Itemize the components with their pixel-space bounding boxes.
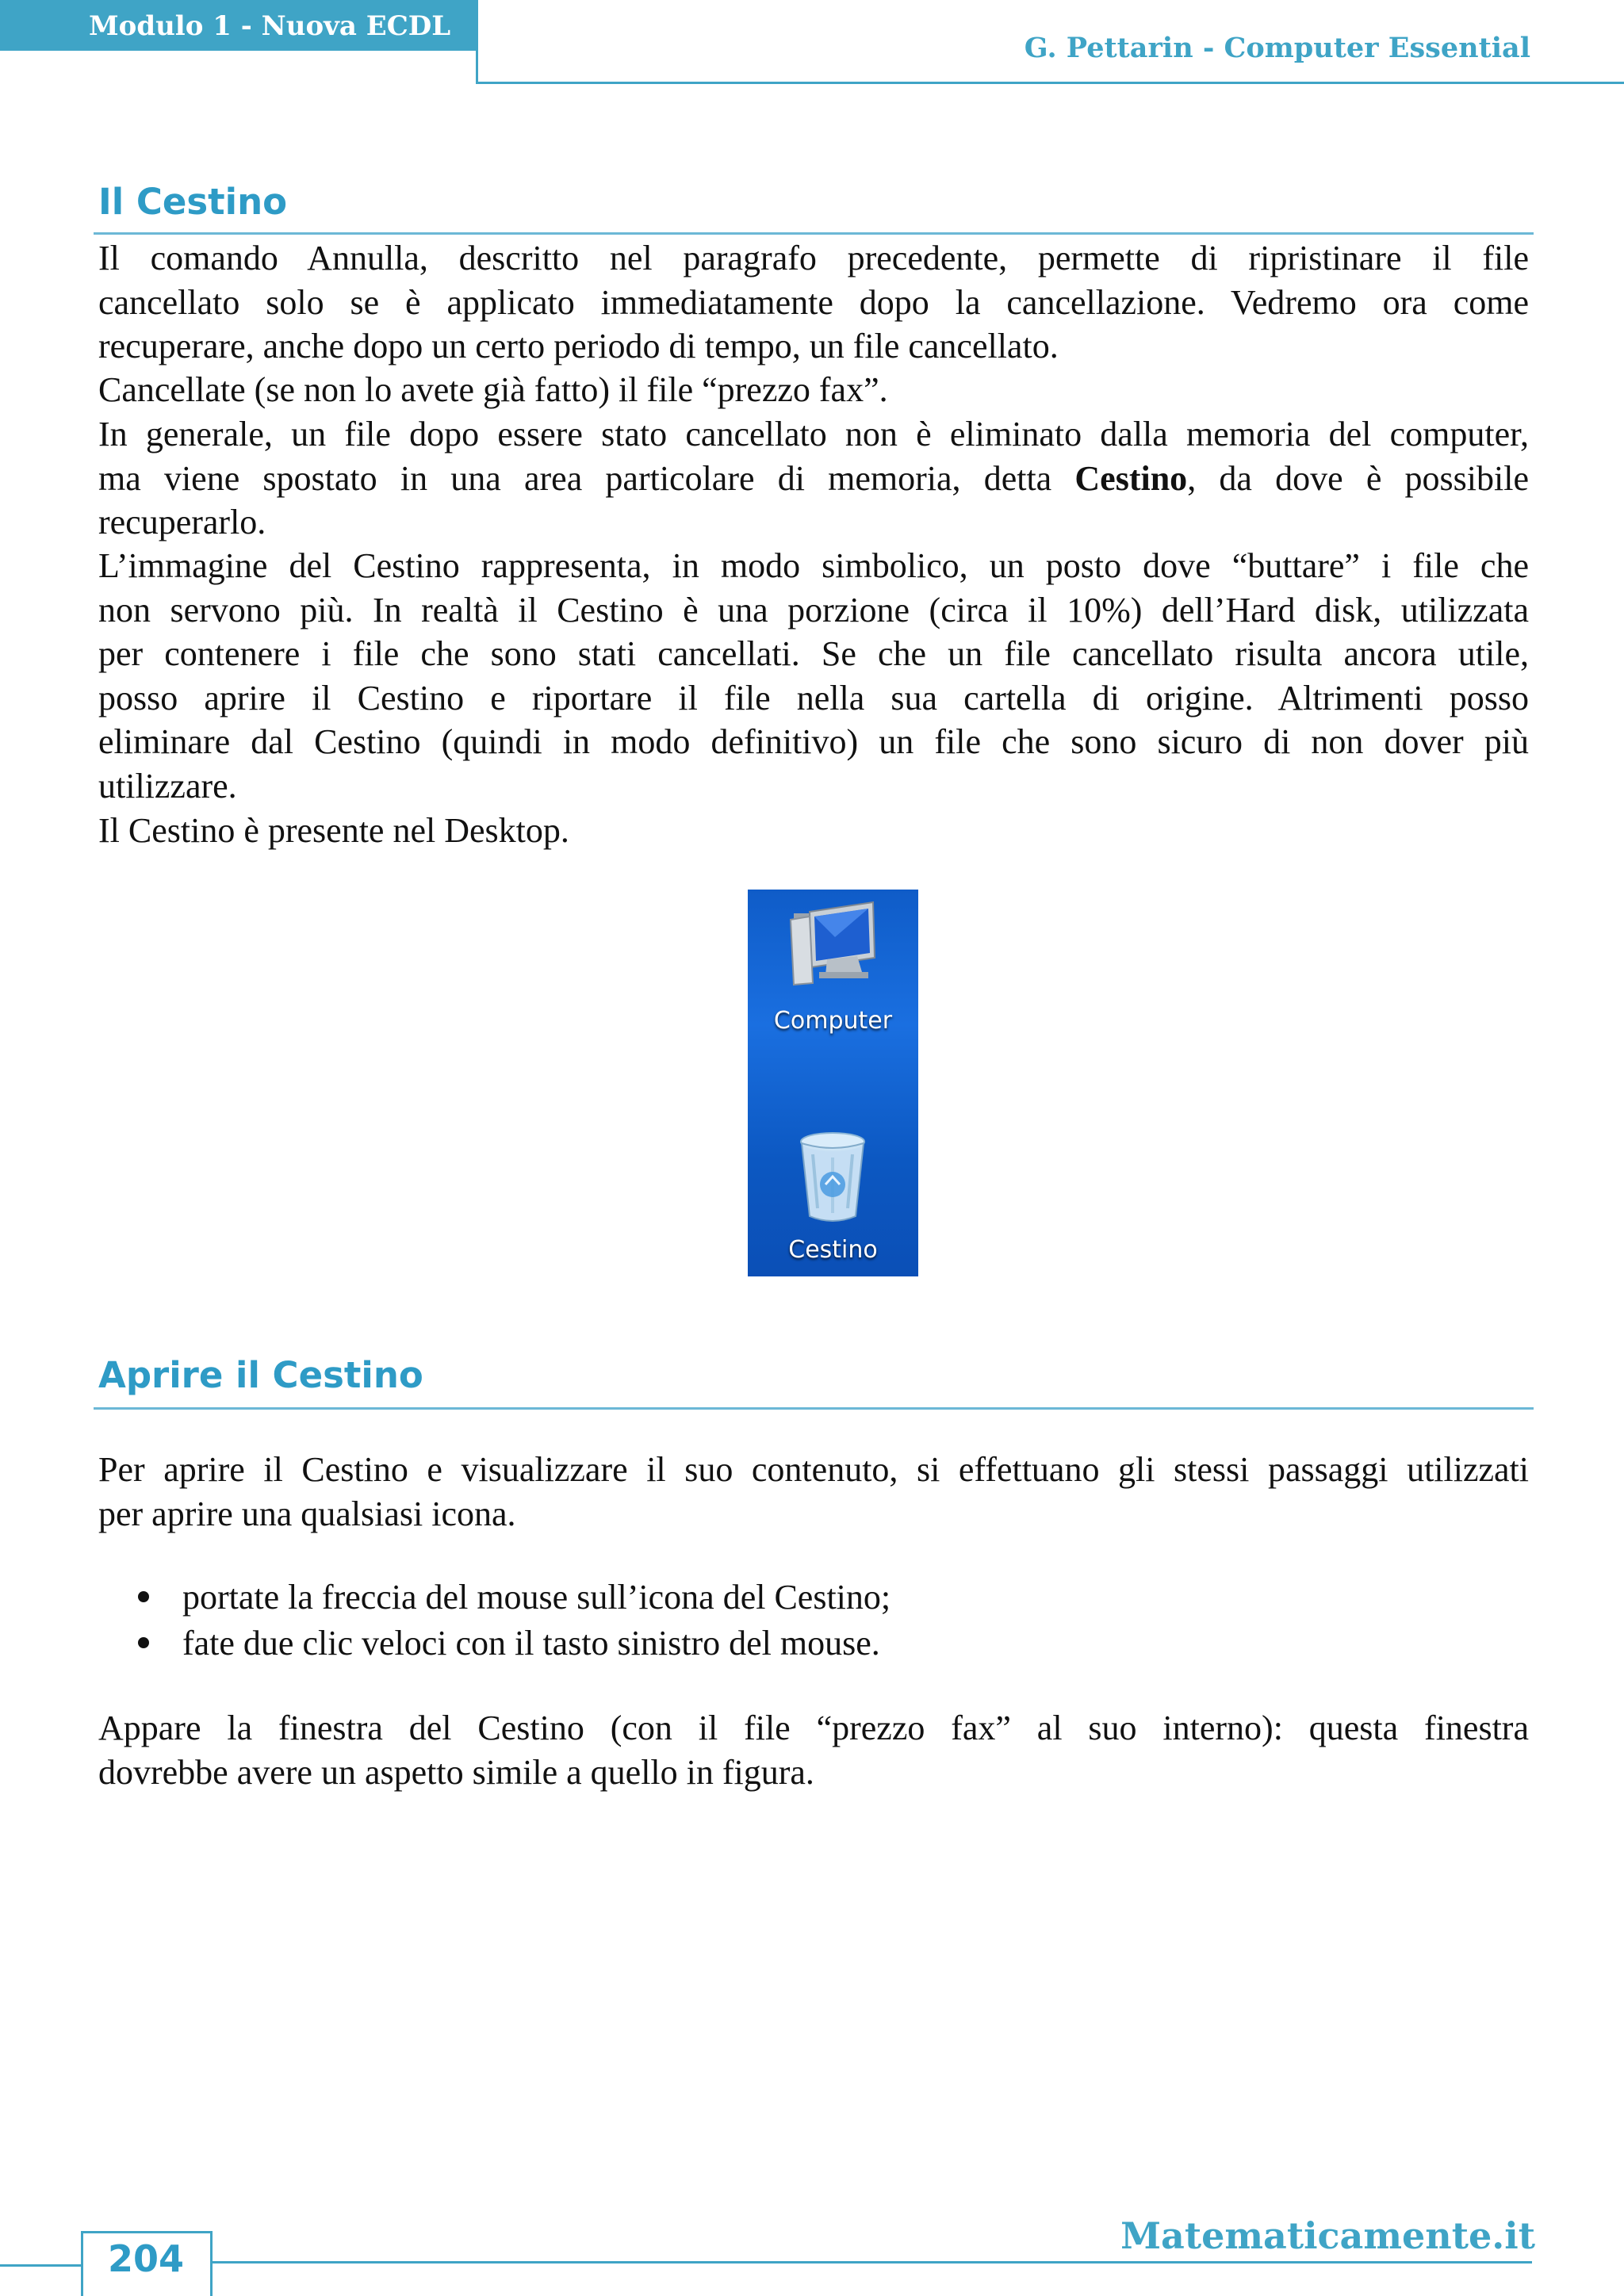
paragraph-open-instructions — [98, 1448, 1529, 1536]
text-line: posso aprire il Cestino e riportare il file nella sua cartella di origine. Altrimenti posso — [98, 678, 1529, 718]
paragraph-recycle-image — [98, 544, 1529, 808]
section-title-open-cestino: Aprire il Cestino — [98, 1354, 423, 1396]
paragraph-intro — [98, 236, 1529, 369]
text-line: utilizzare. — [98, 766, 237, 806]
bold-term-cestino: Cestino — [1074, 458, 1188, 498]
header-divider — [476, 0, 478, 84]
section-title-cestino: Il Cestino — [98, 181, 288, 223]
paragraph-window-appears — [98, 1706, 1529, 1794]
text-line: recuperarlo. — [98, 503, 266, 541]
text-line: recuperare, anche dopo un certo periodo di tempo, un file cancellato. — [98, 327, 1059, 365]
text-line: Per aprire il Cestino e visualizzare il suo contenuto, si effettuano gli stessi passaggi utilizzati — [98, 1450, 1529, 1489]
header-author-title: G. Pettarin - Computer Essential — [1024, 32, 1530, 64]
text-line: non servono più. In realtà il Cestino è una porzione (circa il 10%) dell’Hard disk, utilizzata — [98, 590, 1529, 629]
recycle-bin-icon[interactable] — [801, 1133, 864, 1221]
text-line: L’immagine del Cestino rappresenta, in modo simbolico, un posto dove “buttare” i file che — [98, 546, 1529, 585]
paragraph-recycle-explanation — [98, 412, 1529, 545]
text-line: eliminare dal Cestino (quindi in modo definitivo) un file che sono sicuro di non dover più — [98, 722, 1529, 761]
bullet-icon — [138, 1591, 149, 1602]
list-item: portate la freccia del mouse sull’icona del Cestino; — [182, 1575, 891, 1621]
text-line: ma viene spostato in una area particolare di memoria, detta Cestino, da dove è possibile — [98, 458, 1529, 498]
bullet-icon — [138, 1637, 149, 1648]
text-line: cancellato solo se è applicato immediatamente dopo la cancellazione. Vedremo ora come — [98, 282, 1529, 322]
desktop-icons-figure — [748, 890, 918, 1276]
steps-list — [182, 1575, 891, 1667]
paragraph-desktop: Il Cestino è presente nel Desktop. — [98, 811, 569, 850]
paragraph-cancel-file: Cancellate (se non lo avete già fatto) il file “prezzo fax”. — [98, 370, 888, 409]
list-item: fate due clic veloci con il tasto sinistro del mouse. — [182, 1621, 891, 1667]
text-line: per aprire una qualsiasi icona. — [98, 1494, 516, 1533]
header-rule — [476, 82, 1624, 84]
text-line: Il comando Annulla, descritto nel paragrafo precedente, permette di ripristinare il file — [98, 239, 1529, 277]
footer-site-name: Matematicamente.it — [1120, 2214, 1535, 2257]
page-number: 204 — [108, 2237, 185, 2280]
text-line: dovrebbe avere un aspetto simile a quello in figura. — [98, 1752, 814, 1792]
text-line: Appare la finestra del Cestino (con il file “prezzo fax” al suo interno): questa finestra — [98, 1709, 1529, 1747]
computer-icon[interactable] — [791, 902, 875, 985]
text-line: per contenere i file che sono stati cancellati. Se che un file cancellato risulta ancora utile, — [98, 634, 1529, 673]
footer-rule-left — [0, 2264, 82, 2267]
recycle-bin-icon-label[interactable]: Cestino — [788, 1236, 878, 1264]
section-rule — [94, 1407, 1534, 1410]
section-rule — [94, 232, 1534, 235]
text-line: In generale, un file dopo essere stato cancellato non è eliminato dalla memoria del computer, — [98, 415, 1529, 453]
computer-icon-label[interactable]: Computer — [773, 1007, 893, 1035]
desktop-icons-art — [748, 890, 918, 1276]
footer-rule — [213, 2261, 1532, 2263]
header-module-label: Modulo 1 - Nuova ECDL — [0, 0, 477, 51]
